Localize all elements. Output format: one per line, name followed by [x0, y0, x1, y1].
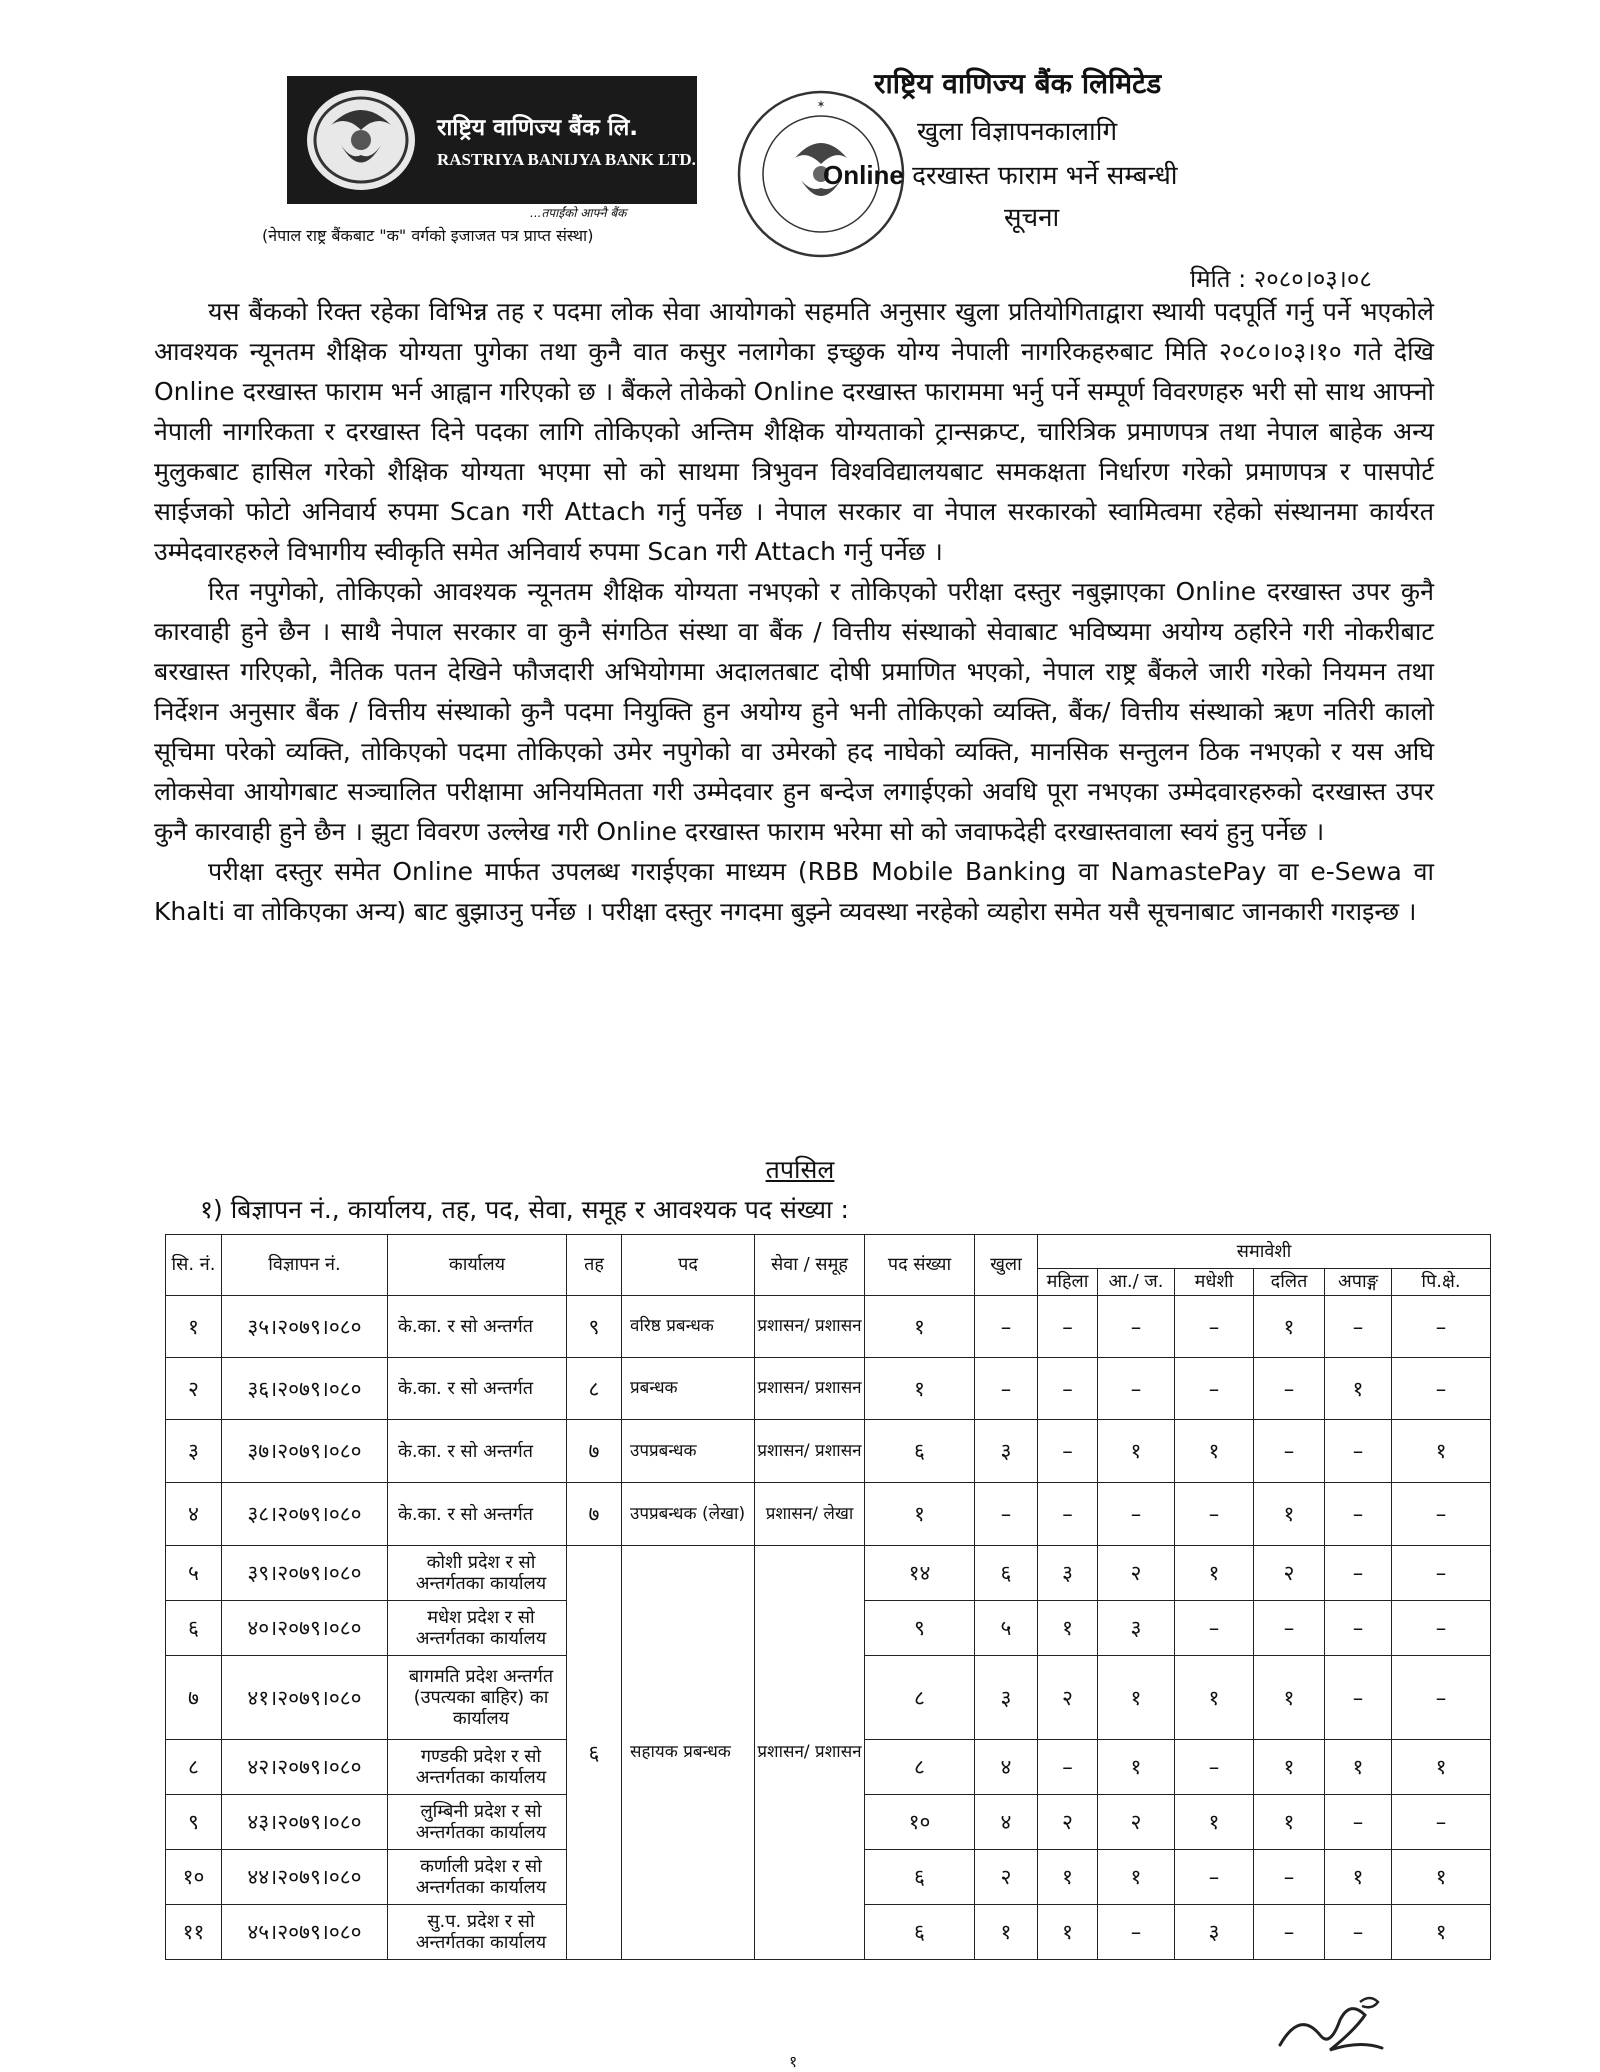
cell-office: के.का. र सो अन्तर्गत	[388, 1420, 567, 1483]
logo-english-name: RASTRIYA BANIJYA BANK LTD.	[437, 150, 696, 169]
table-row	[166, 1546, 1491, 1601]
cell-post-merged: सहायक प्रबन्धक	[622, 1546, 755, 1960]
cell-dalit: –	[1254, 1601, 1325, 1656]
notice-subtitle: खुला विज्ञापनकालागि	[917, 117, 1118, 147]
cell-sn: २	[166, 1358, 222, 1420]
cell-dalit: १	[1254, 1483, 1325, 1546]
cell-sn: ९	[166, 1795, 222, 1850]
table-row	[166, 1296, 1491, 1358]
table-caption: १) बिज्ञापन नं., कार्यालय, तह, पद, सेवा, समूह र आवश्यक पद संख्या :	[200, 1195, 849, 1224]
cell-dalit: –	[1254, 1358, 1325, 1420]
cell-women: १	[1038, 1601, 1098, 1656]
cell-aj: –	[1098, 1483, 1175, 1546]
schedule-heading: तपसिल	[765, 1155, 835, 1184]
cell-backward: १	[1392, 1850, 1491, 1905]
cell-open: १	[975, 1905, 1038, 1960]
cell-disabled: १	[1325, 1358, 1392, 1420]
cell-level: ७	[567, 1420, 622, 1483]
header-disabled: अपाङ्ग	[1325, 1269, 1392, 1296]
cell-office: लुम्बिनी प्रदेश र सो अन्तर्गतका कार्यालय	[388, 1795, 567, 1850]
cell-women: –	[1038, 1296, 1098, 1358]
cell-disabled: –	[1325, 1420, 1392, 1483]
cell-adno: ३६।२०७९।०८०	[222, 1358, 388, 1420]
header-service: सेवा / समूह	[755, 1235, 865, 1296]
cell-open: –	[975, 1296, 1038, 1358]
notice-subtitle-2	[823, 156, 1178, 192]
cell-level-merged: ६	[567, 1546, 622, 1960]
cell-backward: –	[1392, 1601, 1491, 1656]
header-adno: विज्ञापन नं.	[222, 1235, 388, 1296]
cell-count: १	[865, 1296, 975, 1358]
cell-disabled: –	[1325, 1656, 1392, 1740]
cell-service-merged: प्रशासन/ प्रशासन	[755, 1546, 865, 1960]
cell-adno: ४०।२०७९।०८०	[222, 1601, 388, 1656]
bank-emblem-icon	[301, 85, 421, 195]
cell-sn: ६	[166, 1601, 222, 1656]
cell-service: प्रशासन/ लेखा	[755, 1483, 865, 1546]
paragraph-application-call: यस बैंकको रिक्त रहेका विभिन्न तह र पदमा लोक सेवा आयोगको सहमति अनुसार खुला प्रतियोगिताद्वारा स्थायी पदपूर्ति गर्नु पर्ने भएकोले आवश्यक न्यूनतम शैक्षिक योग्यता पुगेका तथा कुनै वात कसुर नलागेका इच्छुक योग्य नेपाली नागरिकहरुबाट मिति २०८०।०३।१० गते देखि Online दरखास्त फाराम भर्न आह्वान गरिएको छ । बैंकले तोकेको Online दरखास्त फाराममा भर्नु पर्ने सम्पूर्ण विवरणहरु भरी सो साथ आफ्नो नेपाली नागरिकता र दरखास्त दिने पदका लागि तोकिएको अन्तिम शैक्षिक योग्यताको ट्रान्सक्रप्ट, चारित्रिक प्रमाणपत्र तथा नेपाल बाहेक अन्य मुलुकबाट हासिल गरेको शैक्षिक योग्यता भएमा सो को साथमा त्रिभुवन विश्वविद्यालयबाट समकक्षता निर्धारण गरेको प्रमाणपत्र र पासपोर्ट साईजको फोटो अनिवार्य रुपमा Scan गरी Attach गर्नु पर्नेछ । नेपाल सरकार वा नेपाल सरकारको स्वामित्वमा रहेको संस्थानमा कार्यरत उम्मेदवारहरुले विभागीय स्वीकृति समेत अनिवार्य रुपमा Scan गरी Attach गर्नु पर्नेछ ।	[154, 297, 1434, 566]
cell-sn: १	[166, 1296, 222, 1358]
cell-level: ९	[567, 1296, 622, 1358]
cell-disabled: –	[1325, 1905, 1392, 1960]
table-row	[166, 1483, 1491, 1546]
cell-open: –	[975, 1358, 1038, 1420]
bank-slogan: ...तपाईंको आफ्नै बैंक	[530, 206, 627, 220]
header-women: महिला	[1038, 1269, 1098, 1296]
cell-post: उपप्रबन्धक (लेखा)	[622, 1483, 755, 1546]
cell-count: १	[865, 1358, 975, 1420]
cell-count: १०	[865, 1795, 975, 1850]
page-number: १	[789, 2052, 798, 2071]
notice-date: मिति : २०८०।०३।०८	[1190, 265, 1372, 293]
cell-disabled: –	[1325, 1296, 1392, 1358]
cell-office: कर्णाली प्रदेश र सो अन्तर्गतका कार्यालय	[388, 1850, 567, 1905]
cell-count: ९	[865, 1601, 975, 1656]
cell-women: १	[1038, 1850, 1098, 1905]
cell-dalit: –	[1254, 1420, 1325, 1483]
cell-disabled: १	[1325, 1850, 1392, 1905]
cell-backward: –	[1392, 1656, 1491, 1740]
cell-disabled: १	[1325, 1740, 1392, 1795]
vacancy-table	[165, 1234, 1491, 1960]
cell-backward: –	[1392, 1795, 1491, 1850]
cell-service: प्रशासन/ प्रशासन	[755, 1420, 865, 1483]
cell-adno: ४१।२०७९।०८०	[222, 1656, 388, 1740]
cell-backward: –	[1392, 1546, 1491, 1601]
cell-sn: ७	[166, 1656, 222, 1740]
signature-icon	[1270, 1990, 1390, 2060]
cell-adno: ४५।२०७९।०८०	[222, 1905, 388, 1960]
cell-adno: ३५।२०७९।०८०	[222, 1296, 388, 1358]
cell-count: १४	[865, 1546, 975, 1601]
header-open: खुला	[975, 1235, 1038, 1296]
notice-body	[154, 292, 1434, 932]
header-office: कार्यालय	[388, 1235, 567, 1296]
cell-service: प्रशासन/ प्रशासन	[755, 1296, 865, 1358]
cell-dalit: १	[1254, 1296, 1325, 1358]
cell-office: सु.प. प्रदेश र सो अन्तर्गतका कार्यालय	[388, 1905, 567, 1960]
cell-madhesi: ३	[1175, 1905, 1254, 1960]
cell-madhesi: –	[1175, 1850, 1254, 1905]
cell-aj: २	[1098, 1546, 1175, 1601]
cell-aj: १	[1098, 1850, 1175, 1905]
cell-madhesi: –	[1175, 1740, 1254, 1795]
cell-disabled: –	[1325, 1795, 1392, 1850]
cell-level: ७	[567, 1483, 622, 1546]
cell-dalit: १	[1254, 1795, 1325, 1850]
cell-service: प्रशासन/ प्रशासन	[755, 1358, 865, 1420]
cell-backward: –	[1392, 1296, 1491, 1358]
cell-open: ४	[975, 1740, 1038, 1795]
cell-level: ८	[567, 1358, 622, 1420]
cell-women: १	[1038, 1905, 1098, 1960]
cell-dalit: २	[1254, 1546, 1325, 1601]
cell-office: के.का. र सो अन्तर्गत	[388, 1483, 567, 1546]
cell-office: के.का. र सो अन्तर्गत	[388, 1358, 567, 1420]
cell-count: १	[865, 1483, 975, 1546]
license-note: (नेपाल राष्ट्र बैंकबाट "क" वर्गको इजाजत पत्र प्राप्त संस्था)	[262, 226, 594, 245]
cell-madhesi: १	[1175, 1420, 1254, 1483]
cell-open: –	[975, 1483, 1038, 1546]
cell-women: –	[1038, 1740, 1098, 1795]
logo-nepali-name: राष्ट्रिय वाणिज्य बैंक लि.	[437, 115, 639, 141]
header-sn: सि. नं.	[166, 1235, 222, 1296]
notice-subtitle-rest: दरखास्त फाराम भर्ने सम्बन्धी	[903, 161, 1178, 191]
cell-aj: १	[1098, 1656, 1175, 1740]
cell-madhesi: १	[1175, 1795, 1254, 1850]
cell-aj: १	[1098, 1420, 1175, 1483]
cell-dalit: १	[1254, 1656, 1325, 1740]
cell-sn: १०	[166, 1850, 222, 1905]
cell-dalit: –	[1254, 1905, 1325, 1960]
cell-women: ३	[1038, 1546, 1098, 1601]
cell-aj: –	[1098, 1905, 1175, 1960]
cell-open: ३	[975, 1420, 1038, 1483]
cell-sn: ८	[166, 1740, 222, 1795]
paragraph-ineligibility: रित नपुगेको, तोकिएको आवश्यक न्यूनतम शैक्षिक योग्यता नभएको र तोकिएको परीक्षा दस्तुर नबुझाएका Online दरखास्त उपर कुनै कारवाही हुने छैन । साथै नेपाल सरकार वा कुनै संगठित संस्था वा बैंक / वित्तीय संस्थाको सेवाबाट भविष्यमा अयोग्य ठहरिने गरी नोकरीबाट बरखास्त गरिएको, नैतिक पतन देखिने फौजदारी अभियोगमा अदालतबाट दोषी प्रमाणित भएको, नेपाल राष्ट्र बैंकले जारी गरेको नियमन तथा निर्देशन अनुसार बैंक / वित्तीय संस्थाको कुनै पदमा नियुक्ति हुन अयोग्य हुने भनी तोकिएको व्यक्ति, बैंक/ वित्तीय संस्थाको ऋण नतिरी कालो सूचिमा परेको व्यक्ति, तोकिएको पदमा तोकिएको उमेर नपुगेको वा उमेरको हद नाघेको व्यक्ति, मानसिक सन्तुलन ठिक नभएको र यस अघि लोकसेवा आयोगबाट सञ्चालित परीक्षामा अनियमितता गरी उम्मेदवार हुन बन्देज लगाईएको अवधि पूरा नभएका उम्मेदवारहरुको दरखास्त उपर कुनै कारवाही हुने छैन । झुटा विवरण उल्लेख गरी Online दरखास्त फाराम भरेमा सो को जवाफदेही दरखास्तवाला स्वयं हुनु पर्नेछ ।	[154, 577, 1434, 846]
online-word: Online	[823, 160, 904, 190]
notice-bank-title: राष्ट्रिय वाणिज्य बैंक लिमिटेड	[874, 67, 1162, 100]
header-aj: आ./ ज.	[1098, 1269, 1175, 1296]
cell-dalit: १	[1254, 1740, 1325, 1795]
cell-adno: ४४।२०७९।०८०	[222, 1850, 388, 1905]
cell-post: वरिष्ठ प्रबन्धक	[622, 1296, 755, 1358]
cell-adno: ३७।२०७९।०८०	[222, 1420, 388, 1483]
cell-sn: ५	[166, 1546, 222, 1601]
cell-women: –	[1038, 1358, 1098, 1420]
cell-count: ६	[865, 1420, 975, 1483]
cell-backward: –	[1392, 1358, 1491, 1420]
cell-disabled: –	[1325, 1546, 1392, 1601]
cell-open: ६	[975, 1546, 1038, 1601]
cell-office: के.का. र सो अन्तर्गत	[388, 1296, 567, 1358]
cell-post: प्रबन्धक	[622, 1358, 755, 1420]
cell-count: ६	[865, 1850, 975, 1905]
paragraph-exam-fee: परीक्षा दस्तुर समेत Online मार्फत उपलब्ध गराईएका माध्यम (RBB Mobile Banking वा NamastePay वा e-Sewa वा Khalti वा तोकिएका अन्य) बाट बुझाउनु पर्नेछ । परीक्षा दस्तुर नगदमा बुझ्ने व्यवस्था नरहेको व्यहोरा समेत यसै सूचनाबाट जानकारी गराइन्छ ।	[154, 857, 1434, 926]
cell-open: ५	[975, 1601, 1038, 1656]
table-row	[166, 1420, 1491, 1483]
cell-open: ३	[975, 1656, 1038, 1740]
cell-madhesi: –	[1175, 1483, 1254, 1546]
cell-aj: –	[1098, 1296, 1175, 1358]
cell-women: २	[1038, 1656, 1098, 1740]
header-count: पद संख्या	[865, 1235, 975, 1296]
cell-disabled: –	[1325, 1601, 1392, 1656]
cell-office: गण्डकी प्रदेश र सो अन्तर्गतका कार्यालय	[388, 1740, 567, 1795]
cell-aj: १	[1098, 1740, 1175, 1795]
cell-office: कोशी प्रदेश र सो अन्तर्गतका कार्यालय	[388, 1546, 567, 1601]
cell-backward: १	[1392, 1420, 1491, 1483]
cell-madhesi: –	[1175, 1601, 1254, 1656]
cell-women: –	[1038, 1420, 1098, 1483]
cell-women: २	[1038, 1795, 1098, 1850]
cell-adno: ४२।२०७९।०८०	[222, 1740, 388, 1795]
header-level: तह	[567, 1235, 622, 1296]
cell-adno: ४३।२०७९।०८०	[222, 1795, 388, 1850]
cell-backward: –	[1392, 1483, 1491, 1546]
cell-madhesi: १	[1175, 1656, 1254, 1740]
cell-count: ८	[865, 1656, 975, 1740]
cell-aj: २	[1098, 1795, 1175, 1850]
header-inclusive: समावेशी	[1038, 1235, 1491, 1269]
cell-backward: १	[1392, 1905, 1491, 1960]
cell-women: –	[1038, 1483, 1098, 1546]
cell-open: २	[975, 1850, 1038, 1905]
notice-heading: सूचना	[1004, 203, 1060, 233]
cell-post: उपप्रबन्धक	[622, 1420, 755, 1483]
cell-count: ८	[865, 1740, 975, 1795]
cell-sn: ११	[166, 1905, 222, 1960]
cell-office: मधेश प्रदेश र सो अन्तर्गतका कार्यालय	[388, 1601, 567, 1656]
cell-aj: ३	[1098, 1601, 1175, 1656]
cell-disabled: –	[1325, 1483, 1392, 1546]
cell-adno: ३८।२०७९।०८०	[222, 1483, 388, 1546]
cell-aj: –	[1098, 1358, 1175, 1420]
cell-backward: १	[1392, 1740, 1491, 1795]
cell-adno: ३९।२०७९।०८०	[222, 1546, 388, 1601]
bank-logo	[287, 76, 697, 204]
table-row	[166, 1358, 1491, 1420]
cell-madhesi: –	[1175, 1358, 1254, 1420]
cell-madhesi: १	[1175, 1546, 1254, 1601]
header-post: पद	[622, 1235, 755, 1296]
cell-sn: ३	[166, 1420, 222, 1483]
cell-open: ४	[975, 1795, 1038, 1850]
header-dalit: दलित	[1254, 1269, 1325, 1296]
cell-count: ६	[865, 1905, 975, 1960]
cell-madhesi: –	[1175, 1296, 1254, 1358]
cell-dalit: –	[1254, 1850, 1325, 1905]
svg-text:✶: ✶	[816, 98, 826, 111]
cell-office: बागमति प्रदेश अन्तर्गत (उपत्यका बाहिर) का कार्यालय	[388, 1656, 567, 1740]
header-madhesi: मधेशी	[1175, 1269, 1254, 1296]
header-backward: पि.क्षे.	[1392, 1269, 1491, 1296]
cell-sn: ४	[166, 1483, 222, 1546]
